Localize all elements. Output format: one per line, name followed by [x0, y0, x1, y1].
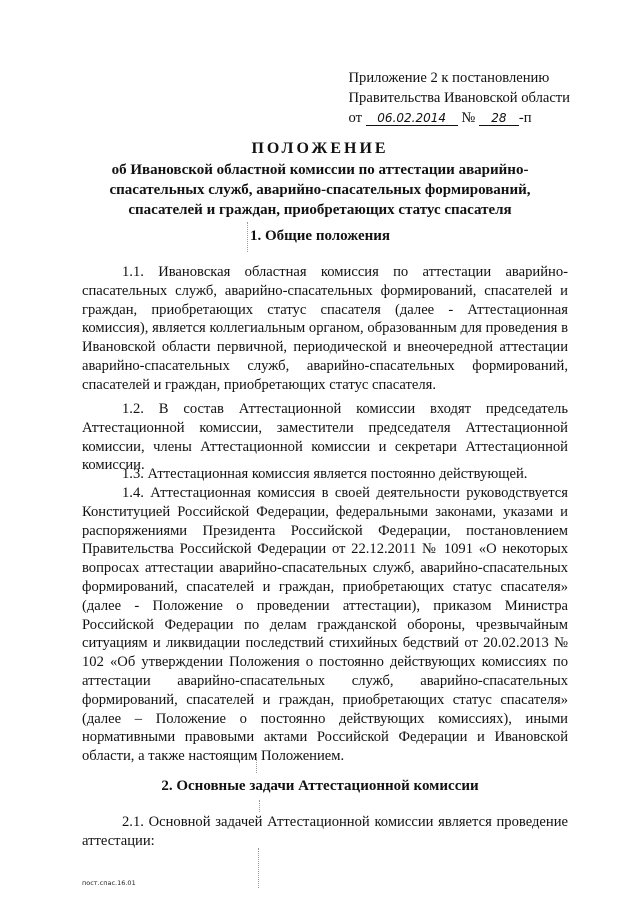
appendix-line3 [349, 108, 570, 128]
scan-fold-line [259, 800, 260, 812]
appendix-block [349, 68, 570, 128]
appendix-from-label: от [348, 110, 362, 126]
footer-code: пост.спас.16.01 [82, 879, 136, 887]
appendix-number-suffix: -п [518, 110, 532, 126]
section1-heading: 1. Общие положения [249, 228, 391, 244]
scan-fold-line [258, 848, 259, 888]
document-title: ПОЛОЖЕНИЕ [251, 140, 389, 157]
appendix-number: 28 [479, 111, 519, 126]
appendix-line1: Приложение 2 к постановлению [348, 70, 550, 86]
paragraph-1-2-text: 1.2. В состав Аттестационной комиссии входят председатель Аттестационной комиссии, заместители председателя Аттестационной комиссии, члены Аттестационной комиссии и секретари Аттестационной комиссии. [82, 401, 568, 474]
paragraph-2-1 [82, 813, 568, 851]
paragraph-2-1-text: 2.1. Основной задачей Аттестационной комиссии является проведение аттестации: [82, 814, 568, 849]
scan-fold-line [256, 757, 257, 773]
appendix-line2: Правительства Ивановской области [348, 90, 570, 106]
paragraph-1-1 [82, 263, 568, 395]
subtitle-line2: спасательных служб, аварийно-спасательных формирований, [109, 182, 531, 198]
paragraph-1-3 [82, 465, 568, 484]
appendix-number-label: № [461, 110, 476, 126]
paragraph-1-2 [82, 400, 568, 475]
paragraph-1-3-text: 1.3. Аттестационная комиссия является постоянно действующей. [122, 466, 528, 482]
subtitle-line3: спасателей и граждан, приобретающих статус спасателя [128, 202, 512, 218]
subtitle-line1: об Ивановской областной комиссии по аттестации аварийно- [111, 162, 529, 178]
section2-heading: 2. Основные задачи Аттестационной комиссии [161, 778, 479, 794]
paragraph-1-4 [82, 484, 568, 766]
document-subtitle [0, 160, 640, 220]
paragraph-1-1-text: 1.1. Ивановская областная комиссия по аттестации аварийно-спасательных служб, аварийно-спасательных формирований, спасателей и граждан, приобретающих статус спасателя (далее - Аттестационная комиссия), является коллегиальным органом, образованным для проведения в Ивановской области первичной, периодической и внеочередной аттестации аварийно-спасательных служб, аварийно-спасательных формирований, спасателей и граждан, приобретающих статус спасателя. [82, 264, 568, 393]
appendix-date: 06.02.2014 [366, 111, 458, 126]
paragraph-1-4-text: 1.4. Аттестационная комиссия в своей деятельности руководствуется Конституцией Российской Федерации, федеральными законами, указами и распоряжениями Президента Российской Федерации, постановлением Правительства Российской Федерации от 22.12.2011 № 1091 «О некоторых вопросах аттестации аварийно-спасательных служб, аварийно-спасательных формирований, спасателей и граждан, приобретающих статус спасателя» (далее - Положение о проведении аттестации), приказом Министра Российской Федерации по делам гражданской обороны, чрезвычайным ситуациям и ликвидации последствий стихийных бедствий от 20.02.2013 № 102 «Об утверждении Положения о постоянно действующих комиссиях по аттестации аварийно-спасательных служб, аварийно-спасательных формирований, спасателей и граждан, приобретающих статус спасателя» (далее – Положение о постоянно действующих комиссиях), иными нормативными правовыми актами Российской Федерации и Ивановской области, а также настоящим Положением. [82, 485, 568, 765]
